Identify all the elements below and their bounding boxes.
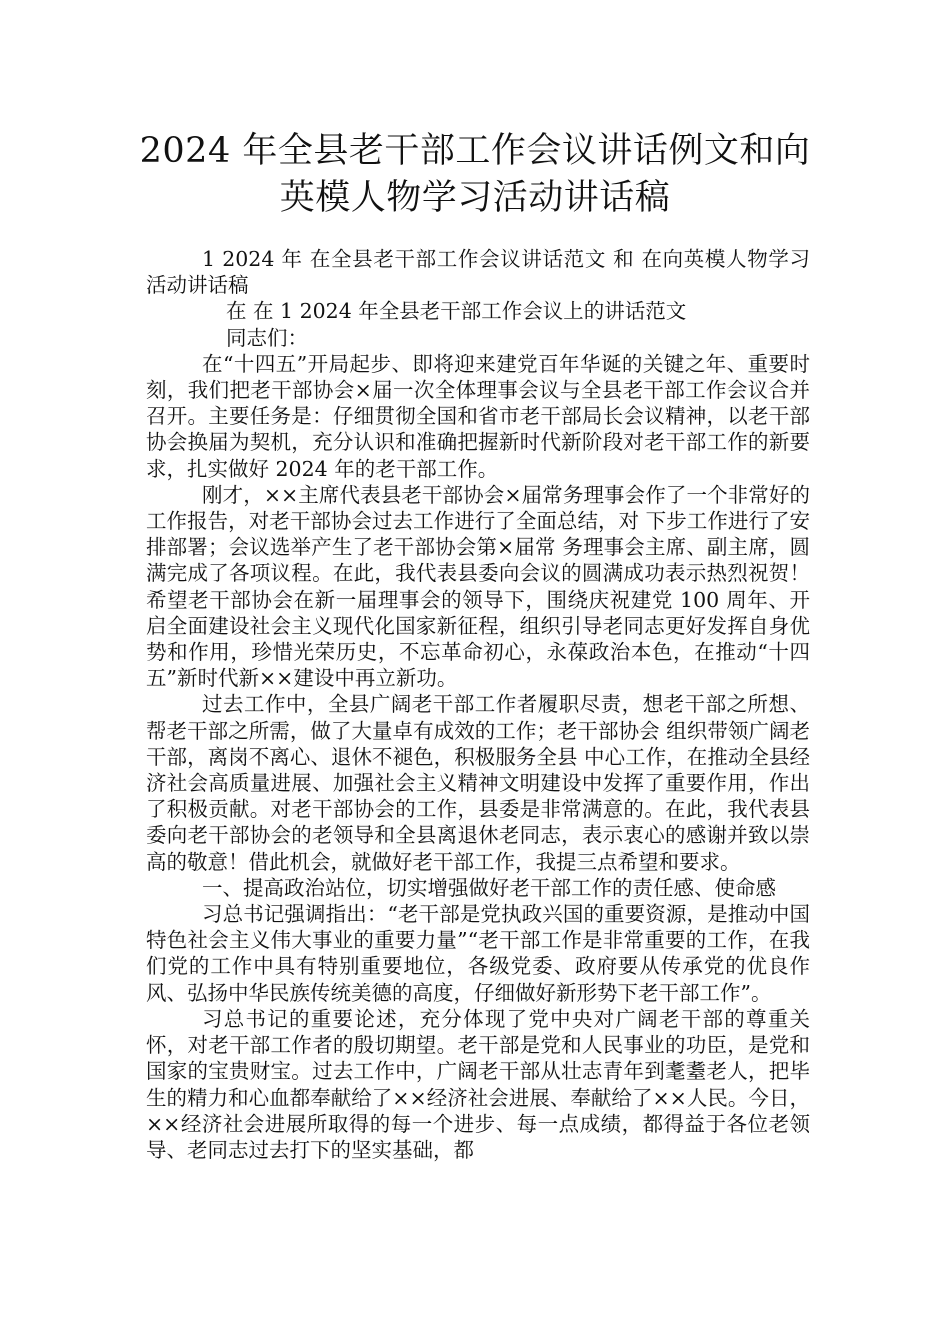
paragraph-salutation: 同志们： [226, 325, 308, 350]
paragraph: 习总书记强调指出：“老干部是党执政兴国的重要资源，是推动中国特色社会主义伟大事业的重要力量”“老干部工作是非常重要的工作，在我们党的工作中具有特别重要地位，各级党委、政府要从传承党的优良作风、弘扬中华民族传统美德的高度，仔细做好新形势下老干部工作”。 [146, 902, 810, 1005]
paragraph: 习总书记的重要论述，充分体现了党中央对广阔老干部的尊重关怀，对老干部工作者的殷切期望。老干部是党和人民事业的功臣，是党和国家的宝贵财宝。过去工作中，广阔老干部从壮志青年到耄耋老人，把毕生的精力和心血都奉献给了××经济社会进展、奉献给了××人民。今日，××经济社会进展所取得的每一个进步、每一点成绩，都得益于各位老领导、老同志过去打下的坚实基础，都 [146, 1006, 810, 1162]
title-line-1: 2024 年全县老干部工作会议讲话例文和向 [139, 131, 811, 171]
paragraph: 刚才，××主席代表县老干部协会×届常务理事会作了一个非常好的工作报告，对老干部协会过去工作进行了全面总结，对 下步工作进行了安排部署；会议选举产生了老干部协会第×届常 务理事会主席、副主席，圆满完成了各项议程。在此，我代表县委向会议的圆满成功表示热烈祝贺！希望老干部协会在新一届理事会的领导下，围绕庆祝建党 100 周年、开启全面建设社会主义现代化国家新征程，组织引导老同志更好发挥自身优势和作用，珍惜光荣历史，不忘革命初心，永葆政治本色，在推动“十四五”新时代新××建设中再立新功。 [146, 482, 810, 691]
paragraph-heading: 在 在 1 2024 年全县老干部工作会议上的讲话范文 [226, 299, 687, 324]
paragraph: 过去工作中，全县广阔老干部工作者履职尽责，想老干部之所想、帮老干部之所需，做了大量卓有成效的工作；老干部协会 组织带领广阔老干部，离岗不离心、退休不褪色，积极服务全县 中心工作，在推动全县经济社会高质量进展、加强社会主义精神文明建设中发挥了重要作用，作出了积极贡献。对老干部协会的工作，县委是非常满意的。在此，我代表县委向老干部协会的老领导和全县离退休老同志，表示衷心的感谢并致以崇高的敬意！借此机会，就做好老干部工作，我提三点希望和要求。 [146, 692, 810, 874]
title-line-2: 英模人物学习活动讲话稿 [279, 178, 671, 218]
section-heading: 一、提高政治站位，切实增强做好老干部工作的责任感、使命感 [202, 875, 776, 900]
document-title [120, 128, 830, 222]
paragraph: 在“十四五”开局起步、即将迎来建党百年华诞的关键之年、重要时刻，我们把老干部协会×届一次全体理事会议与全县老干部工作会议合并召开。主要任务是：仔细贯彻全国和省市老干部局长会议精神，以老干部协会换届为契机，充分认识和准确把握新时代新阶段对老干部工作的新要求，扎实做好 2024 年的老干部工作。 [146, 351, 810, 481]
document-body [146, 246, 810, 1163]
paragraph-subtitle: 1 2024 年 在全县老干部工作会议讲话范文 和 在向英模人物学习活动讲话稿 [146, 247, 810, 298]
